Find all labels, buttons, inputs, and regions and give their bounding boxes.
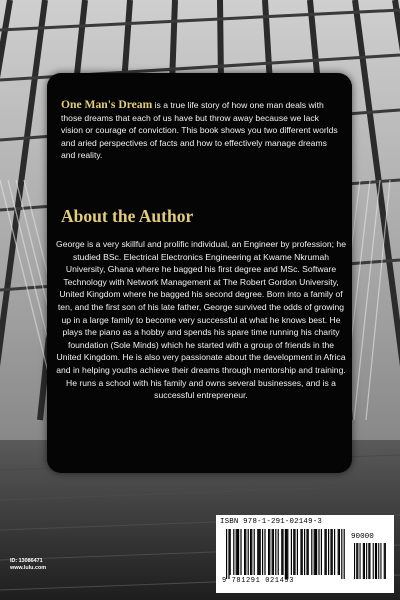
- publisher-id-text: ID: 13086471: [10, 558, 43, 564]
- publisher-url: www.lulu.com: [10, 564, 47, 571]
- barcode-box: [216, 515, 394, 593]
- price-addon: 90000: [351, 533, 374, 541]
- publisher-id: [10, 558, 46, 571]
- barcode-digits: 9 781291 021493: [222, 577, 295, 585]
- blurb-text: is a true life story of how one man deals with those dreams that each of us have but throw away because we lack vision or courage of conviction. This book shows you two different worlds and aried perspectives of facts and how to effectively manage dreams and reality.: [61, 100, 338, 161]
- about-author-heading: About the Author: [61, 206, 194, 226]
- isbn-text: ISBN 978-1-291-02149-3: [220, 518, 322, 526]
- book-blurb: [61, 99, 343, 162]
- author-bio: George is a very skillful and prolific individual, an Engineer by profession; he studied BSc. Electrical Electronics Engineering at Kwame Nkrumah University, Ghana where he bagged his first degree and MSc. Software Technology with Network Management at The Robert Gordon University, United Kingdom where he bagged his second degree. Born into a family of ten, and the first son of his late father, George survived the odds of growing up in a large family to become very successful at what he knows best. He plays the piano as a hobby and spends his spare time running his charity foundation (Sole Minds) which he started with a group of friends in the United Kingdom. He is also very passionate about the development in Africa and in helping youths achieve their dreams through mentorship and training. He runs a school with his family and owns several businesses, and is a successful entrepreneur.: [56, 239, 346, 401]
- book-title: One Man's Dream: [61, 98, 153, 111]
